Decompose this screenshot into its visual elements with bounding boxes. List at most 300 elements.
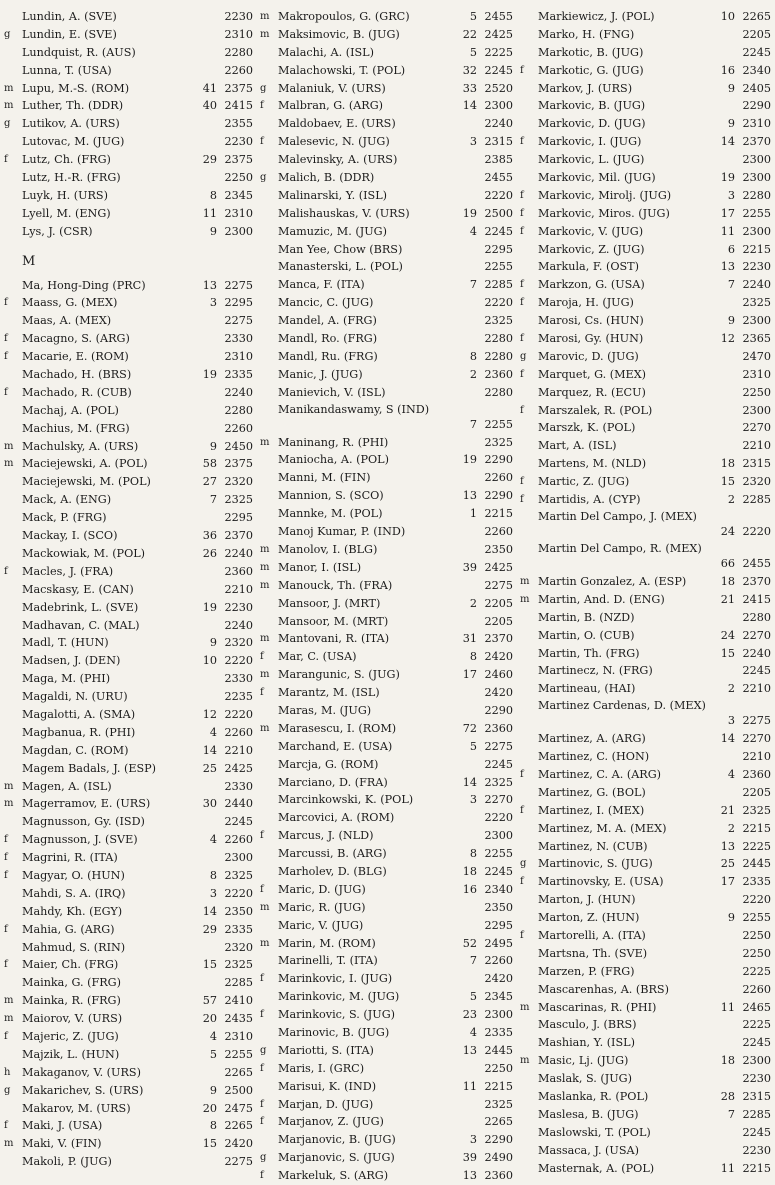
player-entry: [518, 26, 773, 44]
player-name: Martinez, M. A. (MEX): [538, 821, 667, 835]
games-count: 8: [209, 868, 217, 882]
rating-value: 2465: [742, 1000, 771, 1014]
player-name: Marton, J. (HUN): [538, 893, 636, 907]
games-count: 15: [720, 646, 735, 660]
rating-value: 2245: [742, 1036, 771, 1050]
title-mark: f: [4, 1030, 8, 1042]
games-count: 12: [720, 332, 735, 346]
rating-value: 2325: [484, 1097, 513, 1111]
player-name: Macles, J. (FRA): [22, 564, 114, 578]
player-entry: [2, 974, 255, 992]
player-entry: [2, 849, 255, 867]
title-mark: g: [260, 82, 267, 94]
player-name: Makoli, P. (JUG): [22, 1155, 112, 1169]
rating-value: 2325: [484, 435, 513, 449]
player-name: Markovic, L. (JUG): [538, 153, 645, 167]
games-count: 7: [727, 278, 735, 292]
title-mark: m: [4, 995, 14, 1007]
player-entry: [2, 760, 255, 778]
player-entry: [2, 420, 255, 438]
player-name: Lunna, T. (USA): [22, 63, 112, 77]
player-name: Marinelli, T. (ITA): [278, 954, 378, 968]
player-name: Magerramov, E. (URS): [22, 797, 151, 811]
player-entry: [2, 634, 255, 652]
games-count: 20: [202, 1101, 217, 1115]
player-name: Marquez, R. (ECU): [538, 385, 646, 399]
player-name: Maki, J. (USA): [22, 1119, 103, 1133]
player-entry: [258, 577, 515, 595]
player-name: Makarov, M. (URS): [22, 1101, 131, 1115]
player-name: Markovic, D. (JUG): [538, 117, 646, 131]
title-mark: f: [520, 297, 524, 309]
player-name: Martinez Cardenas, D. (MEX): [538, 699, 706, 713]
rating-value: 2470: [742, 349, 771, 363]
player-name: Martic, Z. (JUG): [538, 475, 630, 489]
games-count: 14: [202, 904, 217, 918]
rating-value: 2385: [484, 153, 513, 167]
rating-value: 2275: [484, 739, 513, 753]
player-entry: [518, 927, 773, 945]
rating-value: 2245: [484, 63, 513, 77]
player-name: Masculo, J. (BRS): [538, 1018, 637, 1032]
player-name: Mandl, Ru. (FRG): [278, 349, 378, 363]
games-count: 11: [462, 1079, 477, 1093]
games-count: 2: [727, 682, 735, 696]
column-2: [258, 8, 515, 1185]
games-count: 14: [720, 135, 735, 149]
games-count: 27: [202, 475, 217, 489]
player-entry: [518, 294, 773, 312]
rating-value: 2325: [224, 868, 253, 882]
rating-value: 2290: [484, 453, 513, 467]
player-name: Marciano, D. (FRA): [278, 775, 388, 789]
player-entry: [2, 563, 255, 581]
title-mark: f: [520, 929, 524, 941]
player-name: Majeric, Z. (JUG): [22, 1029, 119, 1043]
player-entry: [2, 8, 255, 26]
games-count: 8: [469, 847, 477, 861]
rating-value: 2345: [224, 188, 253, 202]
player-entry: [258, 791, 515, 809]
rating-value: 2260: [484, 954, 513, 968]
player-entry: [2, 44, 255, 62]
games-count: 40: [202, 99, 217, 113]
games-count: 3: [469, 135, 477, 149]
title-mark: m: [260, 722, 270, 734]
player-name: Marjan, D. (JUG): [278, 1097, 374, 1111]
title-mark: f: [4, 297, 8, 309]
player-entry: [258, 970, 515, 988]
player-name: Manni, M. (FIN): [278, 471, 371, 485]
rating-value: 2325: [224, 958, 253, 972]
games-count: 29: [202, 922, 217, 936]
player-entry: [2, 384, 255, 402]
player-entry: [2, 26, 255, 44]
player-name: Malevinsky, A. (URS): [278, 153, 398, 167]
games-count: 17: [462, 668, 477, 682]
player-name: Mamuzic, M. (JUG): [278, 224, 387, 238]
games-count: 3: [469, 793, 477, 807]
title-mark: m: [4, 100, 14, 112]
player-entry: [518, 80, 773, 98]
rating-value: 2295: [484, 918, 513, 932]
games-count: 19: [202, 600, 217, 614]
rating-value: 2425: [484, 27, 513, 41]
player-name: Martsna, Th. (SVE): [538, 946, 648, 960]
rating-value: 2245: [742, 1125, 771, 1139]
player-name: Lyell, M. (ENG): [22, 206, 111, 220]
rating-value: 2300: [742, 1054, 771, 1068]
rating-value: 2410: [224, 994, 253, 1008]
player-name: Magyar, O. (HUN): [22, 868, 125, 882]
player-name: Martin Del Campo, R. (MEX): [538, 541, 702, 555]
rating-value: 2360: [742, 767, 771, 781]
player-entry: [258, 1096, 515, 1114]
rating-value: 2255: [484, 417, 513, 431]
games-count: 18: [720, 1054, 735, 1068]
rating-value: 2310: [224, 206, 253, 220]
games-count: 11: [720, 224, 735, 238]
rating-value: 2205: [742, 785, 771, 799]
title-mark: m: [260, 901, 270, 913]
player-name: Malishauskas, V. (URS): [278, 206, 410, 220]
player-entry: [258, 8, 515, 26]
player-name: Mackay, I. (SCO): [22, 529, 118, 543]
player-name: Maas, A. (MEX): [22, 314, 112, 328]
title-mark: m: [4, 82, 14, 94]
title-mark: f: [4, 869, 8, 881]
games-count: 13: [462, 489, 477, 503]
player-entry: [518, 115, 773, 133]
rating-value: 2250: [484, 1061, 513, 1075]
rating-value: 2325: [224, 493, 253, 507]
title-mark: f: [520, 64, 524, 76]
title-mark: f: [260, 1116, 264, 1128]
player-name: Mantovani, R. (ITA): [278, 632, 390, 646]
player-entry: [258, 1078, 515, 1096]
rating-value: 2220: [224, 886, 253, 900]
rating-value: 2415: [742, 592, 771, 606]
player-entry: [518, 541, 773, 573]
games-count: 58: [202, 457, 217, 471]
rating-value: 2475: [224, 1101, 253, 1115]
games-count: 2: [469, 596, 477, 610]
games-count: 9: [209, 636, 217, 650]
player-name: Machaj, A. (POL): [22, 403, 119, 417]
player-entry: [258, 402, 515, 434]
player-name: Marcus, J. (NLD): [278, 829, 374, 843]
player-entry: [2, 473, 255, 491]
player-name: Manca, F. (ITA): [278, 278, 365, 292]
rating-value: 2325: [484, 775, 513, 789]
player-entry: [2, 1064, 255, 1082]
rating-value: 2455: [742, 556, 771, 570]
rating-value: 2210: [742, 439, 771, 453]
player-name: Marjanovic, S. (JUG): [278, 1151, 395, 1165]
rating-value: 2215: [742, 242, 771, 256]
rating-value: 2420: [224, 1137, 253, 1151]
title-mark: m: [260, 937, 270, 949]
rating-value: 2230: [224, 10, 253, 23]
player-name: Lys, J. (CSR): [22, 224, 93, 238]
player-name: Mackowiak, M. (POL): [22, 546, 146, 560]
player-name: Madebrink, L. (SVE): [22, 600, 139, 614]
player-name: Marcja, G. (ROM): [278, 757, 379, 771]
title-mark: f: [520, 279, 524, 291]
title-mark: f: [520, 189, 524, 201]
rating-value: 2245: [484, 224, 513, 238]
rating-value: 2325: [484, 314, 513, 328]
player-name: Mansoor, J. (MRT): [278, 596, 381, 610]
rating-value: 2280: [742, 610, 771, 624]
player-name: Lutikov, A. (URS): [22, 117, 120, 131]
games-count: 24: [720, 524, 735, 538]
player-name: Marchand, E. (USA): [278, 739, 393, 753]
player-name: Lupu, M.-S. (ROM): [22, 81, 130, 95]
player-entry: [518, 784, 773, 802]
rating-value: 2445: [484, 1043, 513, 1057]
player-entry: [518, 1034, 773, 1052]
rating-value: 2445: [742, 857, 771, 871]
player-entry: [258, 1042, 515, 1060]
player-entry: [2, 1010, 255, 1028]
games-count: 13: [462, 1169, 477, 1183]
games-count: 3: [209, 886, 217, 900]
player-name: Martinez, G. (BOL): [538, 785, 646, 799]
rating-value: 2325: [742, 296, 771, 310]
rating-value: 2265: [224, 1119, 253, 1133]
title-mark: m: [4, 1138, 14, 1150]
player-entry: [2, 366, 255, 384]
title-mark: f: [4, 333, 8, 345]
player-name: Marton, Z. (HUN): [538, 911, 640, 925]
player-entry: [2, 187, 255, 205]
player-entry: [518, 766, 773, 784]
player-name: Maslesa, B. (JUG): [538, 1107, 639, 1121]
title-mark: m: [4, 440, 14, 452]
player-name: Lutz, H.-R. (FRG): [22, 171, 121, 185]
player-name: Martinez, C. A. (ARG): [538, 767, 662, 781]
games-count: 21: [720, 803, 735, 817]
player-name: Mancic, C. (JUG): [278, 296, 374, 310]
player-entry: [258, 1024, 515, 1042]
player-name: Marinovic, B. (JUG): [278, 1025, 390, 1039]
player-entry: [2, 1135, 255, 1153]
title-mark: m: [260, 436, 270, 448]
player-entry: [2, 455, 255, 473]
rating-value: 2405: [742, 81, 771, 95]
games-count: 17: [720, 206, 735, 220]
player-entry: [518, 419, 773, 437]
rating-value: 2350: [224, 904, 253, 918]
player-name: Malbran, G. (ARG): [278, 99, 384, 113]
games-count: 18: [720, 574, 735, 588]
player-name: Machius, M. (FRG): [22, 421, 130, 435]
player-entry: [2, 294, 255, 312]
player-name: Mascarinas, R. (PHI): [538, 1000, 657, 1014]
title-mark: g: [4, 28, 11, 40]
rating-value: 2235: [224, 690, 253, 704]
player-entry: [258, 1149, 515, 1167]
rating-value: 2255: [484, 260, 513, 274]
player-name: Maric, V. (JUG): [278, 918, 364, 932]
player-entry: [2, 921, 255, 939]
rating-value: 2345: [484, 990, 513, 1004]
player-entry: [518, 366, 773, 384]
rating-value: 2290: [484, 703, 513, 717]
rating-value: 2280: [484, 332, 513, 346]
rating-value: 2245: [484, 864, 513, 878]
rating-value: 2360: [484, 367, 513, 381]
player-name: Malachowski, T. (POL): [278, 63, 406, 77]
player-entry: [2, 992, 255, 1010]
rating-value: 2265: [224, 1065, 253, 1079]
rating-value: 2220: [484, 188, 513, 202]
rating-value: 2425: [224, 761, 253, 775]
player-name: Maiorov, V. (URS): [22, 1012, 123, 1026]
rating-value: 2440: [224, 797, 253, 811]
player-name: Markovic, V. (JUG): [538, 224, 644, 238]
player-name: Maric, D. (JUG): [278, 882, 366, 896]
player-name: Massaca, J. (USA): [538, 1143, 639, 1157]
title-mark: f: [4, 351, 8, 363]
rating-value: 2230: [742, 1072, 771, 1086]
player-entry: [518, 891, 773, 909]
player-entry: [518, 205, 773, 223]
games-count: 32: [462, 63, 477, 77]
rating-value: 2225: [742, 839, 771, 853]
player-name: Mainka, G. (FRG): [22, 976, 121, 990]
player-name: Markotic, B. (JUG): [538, 45, 644, 59]
player-entry: [258, 241, 515, 259]
player-name: Marisui, K. (IND): [278, 1079, 377, 1093]
title-mark: f: [4, 1120, 8, 1132]
player-entry: [258, 62, 515, 80]
player-name: Maga, M. (PHI): [22, 672, 111, 686]
player-entry: [2, 724, 255, 742]
rating-value: 2230: [224, 135, 253, 149]
player-entry: [258, 151, 515, 169]
title-mark: f: [260, 973, 264, 985]
title-mark: g: [260, 172, 267, 184]
player-name: Magbanua, R. (PHI): [22, 725, 136, 739]
rating-value: 2335: [224, 368, 253, 382]
rating-value: 2340: [742, 63, 771, 77]
rating-value: 2300: [742, 224, 771, 238]
player-name: Lutz, Ch. (FRG): [22, 153, 111, 167]
games-count: 14: [202, 743, 217, 757]
player-entry: [2, 402, 255, 420]
player-entry: [2, 581, 255, 599]
games-count: 13: [720, 839, 735, 853]
games-count: 24: [720, 628, 735, 642]
games-count: 39: [462, 1151, 477, 1165]
games-count: 10: [202, 654, 217, 668]
rating-value: 2210: [742, 750, 771, 764]
rating-value: 2320: [224, 940, 253, 954]
player-entry: [518, 855, 773, 873]
rating-value: 2300: [224, 851, 253, 865]
player-entry: [518, 1088, 773, 1106]
player-name: Maric, R. (JUG): [278, 900, 366, 914]
title-mark: m: [260, 561, 270, 573]
player-entry: [2, 599, 255, 617]
rating-value: 2435: [224, 1012, 253, 1026]
games-count: 2: [469, 367, 477, 381]
games-count: 25: [202, 761, 217, 775]
games-count: 7: [469, 278, 477, 292]
player-name: Madsen, J. (DEN): [22, 654, 121, 668]
player-name: Martorelli, A. (ITA): [538, 928, 646, 942]
player-entry: [2, 885, 255, 903]
player-entry: [518, 455, 773, 473]
games-count: 13: [462, 1043, 477, 1057]
games-count: 13: [202, 278, 217, 292]
player-name: Martin, B. (NZD): [538, 610, 635, 624]
player-entry: [258, 1131, 515, 1149]
player-entry: [258, 187, 515, 205]
player-entry: [258, 935, 515, 953]
player-entry: [518, 8, 773, 26]
player-entry: [258, 348, 515, 366]
player-entry: [518, 662, 773, 680]
player-name: Makropoulos, G. (GRC): [278, 10, 410, 23]
rating-value: 2260: [224, 833, 253, 847]
games-count: 1: [469, 507, 477, 521]
player-entry: [258, 469, 515, 487]
player-entry: [518, 645, 773, 663]
rating-value: 2370: [742, 574, 771, 588]
rating-value: 2260: [224, 421, 253, 435]
rating-value: 2370: [742, 135, 771, 149]
title-mark: f: [520, 136, 524, 148]
player-name: Manolov, I. (BLG): [278, 542, 378, 556]
player-name: Martin Gonzalez, A. (ESP): [538, 574, 687, 588]
player-name: Maniocha, A. (POL): [278, 453, 389, 467]
rating-value: 2415: [224, 99, 253, 113]
player-entry: [258, 774, 515, 792]
games-count: 8: [469, 650, 477, 664]
rating-value: 2370: [224, 529, 253, 543]
player-name: Macarie, E. (ROM): [22, 350, 129, 364]
player-name: Marholev, D. (BLG): [278, 864, 387, 878]
games-count: 3: [727, 714, 735, 728]
player-entry: [518, 437, 773, 455]
rating-value: 2280: [224, 45, 253, 59]
player-entry: [258, 756, 515, 774]
player-name: Maris, I. (GRC): [278, 1061, 365, 1075]
player-entry: [258, 541, 515, 559]
title-mark: f: [520, 368, 524, 380]
player-name: Maslak, S. (JUG): [538, 1072, 632, 1086]
player-name: Maldobaev, E. (URS): [278, 117, 396, 131]
player-entry: [518, 1142, 773, 1160]
games-count: 14: [720, 732, 735, 746]
player-name: Lutovac, M. (JUG): [22, 135, 125, 149]
title-mark: m: [260, 633, 270, 645]
rating-value: 2375: [224, 81, 253, 95]
rating-value: 2260: [484, 525, 513, 539]
player-name: Machulsky, A. (URS): [22, 439, 139, 453]
player-entry: [2, 438, 255, 456]
games-count: 4: [209, 1029, 217, 1043]
player-entry: [2, 1028, 255, 1046]
player-entry: [518, 748, 773, 766]
player-entry: [258, 595, 515, 613]
player-entry: [258, 294, 515, 312]
games-count: 18: [462, 864, 477, 878]
player-name: Magalotti, A. (SMA): [22, 707, 136, 721]
